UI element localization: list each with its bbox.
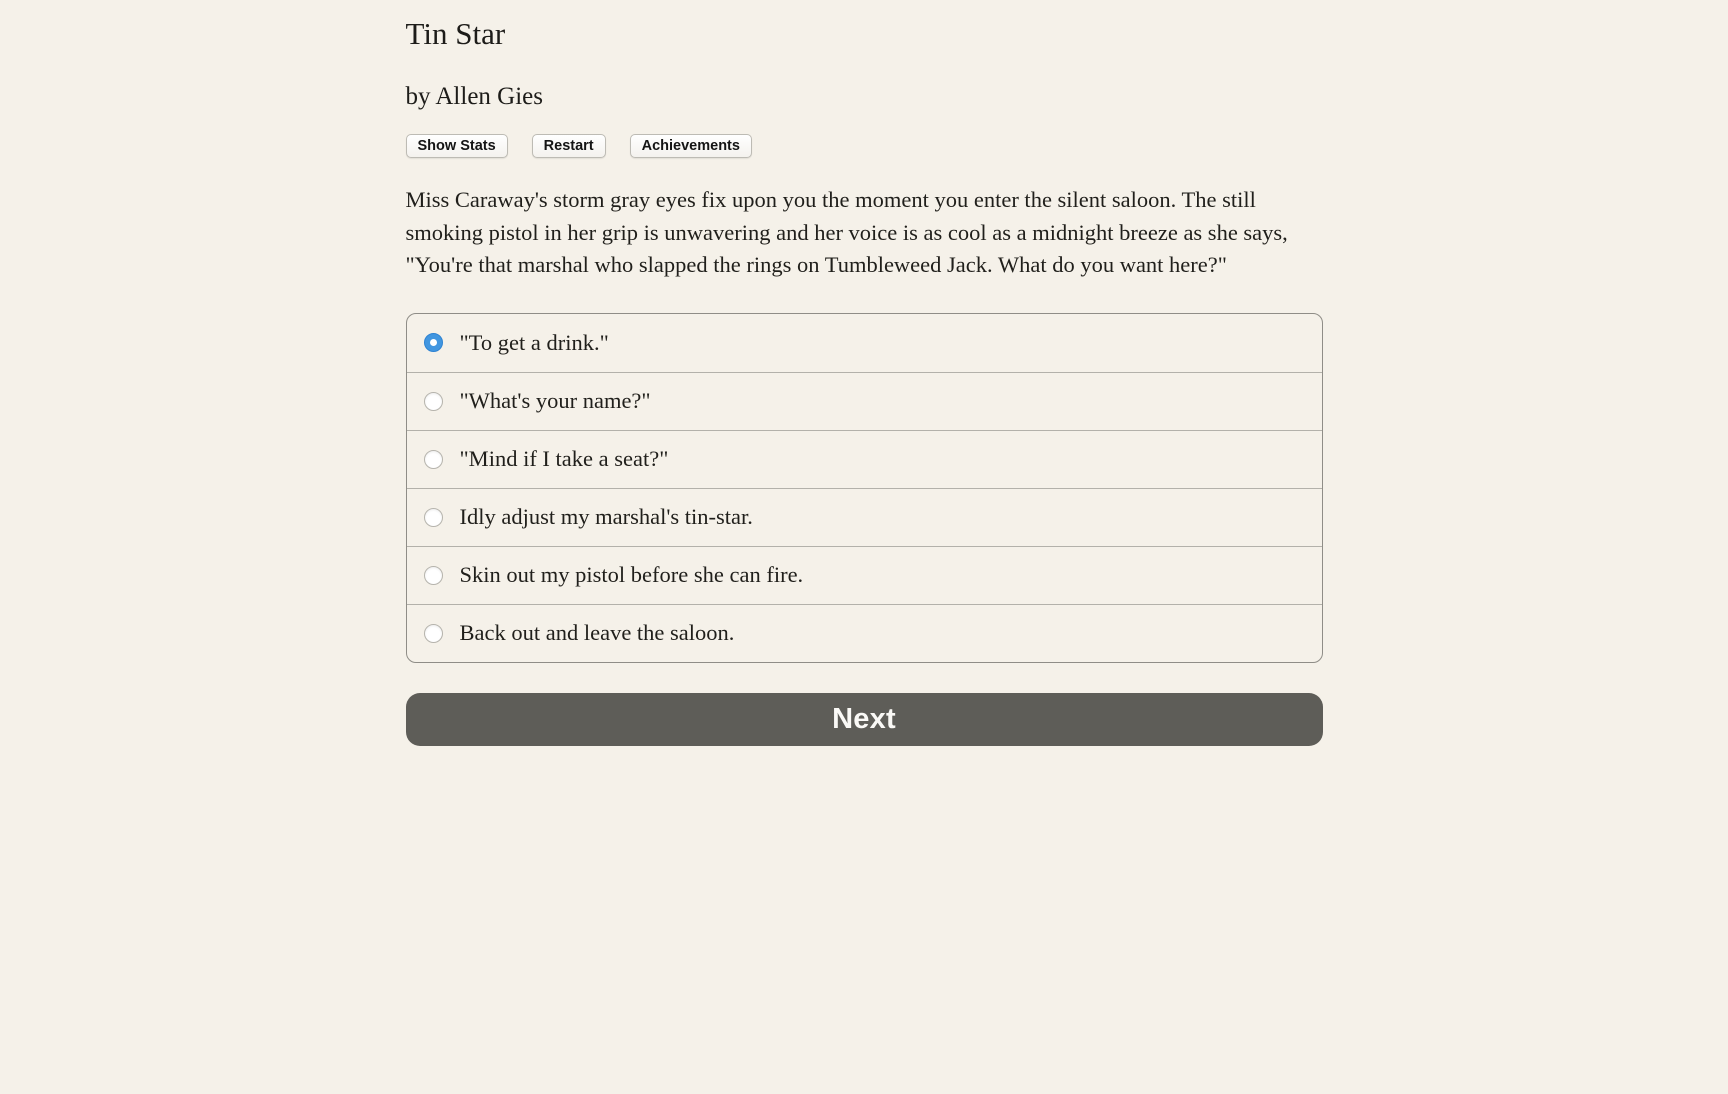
story-page	[406, 14, 1323, 746]
choice-label: Back out and leave the saloon.	[459, 620, 735, 646]
restart-button[interactable]: Restart	[532, 134, 606, 158]
page-title: Tin Star	[405, 16, 506, 51]
choice-option[interactable]	[407, 546, 1322, 604]
radio-button[interactable]	[424, 392, 443, 411]
choice-label: "What's your name?"	[459, 388, 651, 414]
radio-button[interactable]	[424, 624, 443, 643]
choice-label: Skin out my pistol before she can fire.	[459, 562, 804, 588]
choice-label: Idly adjust my marshal's tin-star.	[459, 504, 753, 530]
radio-button[interactable]	[424, 450, 443, 469]
toolbar	[406, 134, 1323, 158]
next-button[interactable]: Next	[406, 693, 1323, 746]
author-line: by Allen Gies	[405, 83, 543, 110]
choice-option[interactable]	[407, 488, 1322, 546]
choice-label: "To get a drink."	[459, 329, 609, 355]
choice-label: "Mind if I take a seat?"	[459, 446, 669, 472]
choice-option[interactable]	[407, 314, 1322, 372]
show-stats-button[interactable]: Show Stats	[406, 134, 508, 158]
choice-option[interactable]	[407, 430, 1322, 488]
choices-list	[406, 313, 1323, 663]
story-paragraph: Miss Caraway's storm gray eyes fix upon you the moment you enter the silent saloon. The still smoking pistol in her grip is unwavering and her voice is as cool as a midnight breeze as she says, "You're that marshal who slapped the rings on Tumbleweed Jack. What do you want here?"	[405, 187, 1288, 278]
choice-option[interactable]	[407, 604, 1322, 662]
radio-button[interactable]	[424, 508, 443, 527]
achievements-button[interactable]: Achievements	[630, 134, 752, 158]
radio-button[interactable]	[424, 333, 443, 352]
choice-option[interactable]	[407, 372, 1322, 430]
radio-button[interactable]	[424, 566, 443, 585]
